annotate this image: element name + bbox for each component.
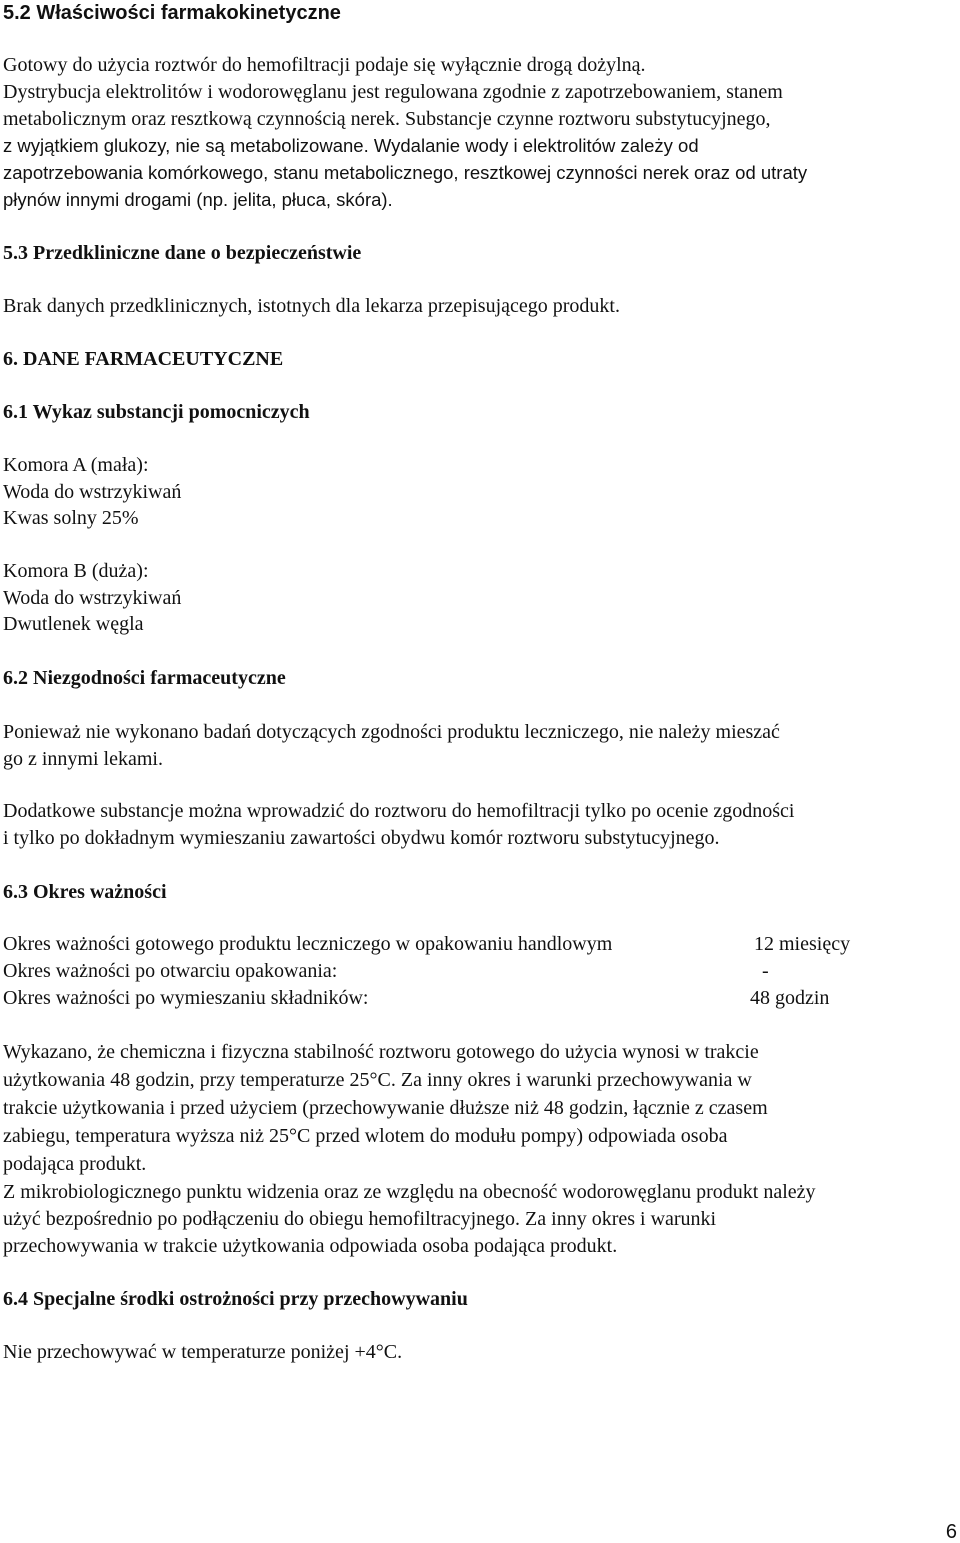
section-6-2-paragraph-2-line: Dodatkowe substancje można wprowadzić do roztworu do hemofiltracji tylko po ocenie zgodności — [3, 800, 795, 822]
section-5-2-line: zapotrzebowania komórkowego, stanu metabolicznego, resztkowej czynności nerek oraz od utraty — [3, 162, 808, 183]
shelf-life-value: 12 miesięcy — [754, 933, 851, 955]
stability-line: użytkowania 48 godzin, przy temperaturze 25°C. Za inny okres i warunki przechowywania w — [3, 1069, 752, 1091]
shelf-life-value: - — [762, 960, 769, 982]
section-5-2-heading: 5.2 Właściwości farmakokinetyczne — [3, 2, 341, 24]
section-5-3-text: Brak danych przedklinicznych, istotnych dla lekarza przepisującego produkt. — [3, 295, 620, 317]
chamber-a-item: Komora A (mała): — [3, 454, 149, 476]
chamber-a-item: Kwas solny 25% — [3, 507, 139, 529]
section-6-3-heading: 6.3 Okres ważności — [3, 881, 167, 903]
stability-line: przechowywania w trakcie użytkowania odpowiada osoba podająca produkt. — [3, 1235, 618, 1257]
section-5-2-line: Gotowy do użycia roztwór do hemofiltracji podaje się wyłącznie drogą dożylną. — [3, 54, 646, 76]
chamber-b-item: Dwutlenek węgla — [3, 613, 144, 635]
chamber-b-item: Woda do wstrzykiwań — [3, 586, 182, 609]
chamber-a-list — [3, 452, 181, 532]
section-6-2-paragraph-1-line: go z innymi lekami. — [3, 748, 163, 770]
chamber-a-item: Woda do wstrzykiwań — [3, 480, 182, 503]
shelf-life-label: Okres ważności po otwarciu opakowania: — [3, 960, 338, 982]
chamber-b-item: Komora B (duża): — [3, 560, 149, 582]
stability-line: trakcie użytkowania i przed użyciem (przechowywanie dłuższe niż 48 godzin, łącznie z czasem — [3, 1097, 768, 1119]
shelf-life-row — [3, 958, 903, 985]
section-6-1-heading: 6.1 Wykaz substancji pomocniczych — [3, 401, 310, 423]
section-6-4-text: Nie przechowywać w temperaturze poniżej +4°C. — [3, 1341, 403, 1363]
section-5-2-line: metabolicznym oraz resztkową czynnością nerek. Substancje czynne roztworu substytucyjnego, — [3, 108, 771, 130]
stability-line: Z mikrobiologicznego punktu widzenia oraz ze względu na obecność wodorowęglanu produkt należy — [3, 1181, 816, 1203]
stability-line: zabiegu, temperatura wyższa niż 25°C przed wlotem do modułu pompy) odpowiada osoba — [3, 1125, 728, 1147]
section-6-heading: 6. DANE FARMACEUTYCZNE — [3, 348, 284, 370]
stability-line: podająca produkt. — [3, 1153, 147, 1175]
page-number: 6 — [945, 1521, 957, 1543]
chamber-b-list — [3, 558, 181, 638]
shelf-life-row — [3, 985, 903, 1012]
shelf-life-row — [3, 931, 903, 958]
shelf-life-label: Okres ważności po wymieszaniu składników: — [3, 987, 369, 1009]
section-5-2-line: z wyjątkiem glukozy, nie są metabolizowane. Wydalanie wody i elektrolitów zależy od — [3, 135, 699, 156]
stability-line: użyć bezpośrednio po podłączeniu do obiegu hemofiltracyjnego. Za inny okres i warunki — [3, 1208, 717, 1230]
shelf-life-value: 48 godzin — [750, 987, 830, 1009]
section-5-3-heading: 5.3 Przedkliniczne dane o bezpieczeństwie — [3, 242, 362, 264]
section-5-2-line: płynów innymi drogami (np. jelita, płuca, skóra). — [3, 189, 393, 210]
section-6-2-paragraph-1-line: Ponieważ nie wykonano badań dotyczących zgodności produktu leczniczego, nie należy mieszać — [3, 721, 780, 743]
section-5-2-line: Dystrybucja elektrolitów i wodorowęglanu jest regulowana zgodnie z zapotrzebowaniem, stanem — [3, 81, 783, 103]
section-6-2-paragraph-2-line: i tylko po dokładnym wymieszaniu zawartości obydwu komór roztworu substytucyjnego. — [3, 827, 720, 849]
section-6-2-heading: 6.2 Niezgodności farmaceutyczne — [3, 667, 286, 689]
stability-line: Wykazano, że chemiczna i fizyczna stabilność roztworu gotowego do użycia wynosi w trakcie — [3, 1041, 759, 1063]
shelf-life-label: Okres ważności gotowego produktu leczniczego w opakowaniu handlowym — [3, 933, 613, 955]
section-6-4-heading: 6.4 Specjalne środki ostrożności przy przechowywaniu — [3, 1288, 468, 1310]
